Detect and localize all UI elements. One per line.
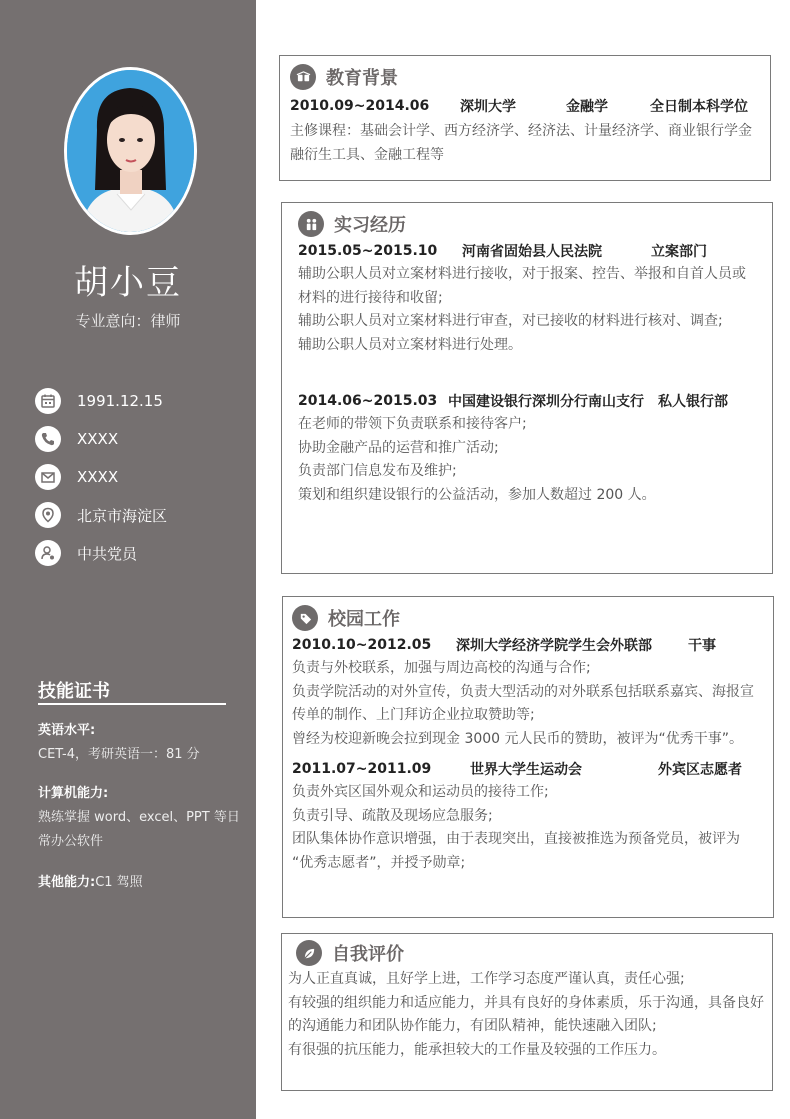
phone-number: XXXX	[77, 430, 119, 448]
campus-entry-head	[292, 757, 767, 781]
campus-header	[292, 603, 767, 633]
contact-email	[35, 458, 167, 496]
campus-duty: 负责与外校联系，加强与周边高校的沟通与合作;	[292, 660, 591, 676]
skill-english-value: CET-4，考研英语一：81 分	[38, 747, 200, 762]
internship-title: 实习经历	[334, 215, 406, 236]
sidebar	[0, 0, 256, 1119]
education-entry-head	[290, 94, 764, 118]
skill-other-label: 其他能力:	[38, 875, 96, 890]
campus-duty: 负责引导、疏散及现场应急服务;	[292, 807, 493, 824]
internship-duty: 负责部门信息发布及维护;	[298, 463, 457, 479]
campus-duty: 负责外宾区国外观众和运动员的接待工作;	[292, 784, 549, 800]
person-badge-icon	[35, 540, 61, 566]
skill-english-label: 英语水平:	[38, 723, 96, 738]
avatar	[64, 67, 197, 235]
candidate-name: 胡小豆	[74, 263, 182, 303]
internship-org: 河南省固始县人民法院	[462, 244, 602, 260]
internship-duty: 在老师的带领下负责联系和接待客户;	[298, 416, 527, 432]
skill-other-value: C1 驾照	[95, 875, 143, 890]
internship-duty: 辅助公职人员对立案材料进行接收，对于报案、控告、举报和自首人员或	[298, 266, 746, 282]
campus-duty: 曾经为校迎新晚会拉到现金 3000 元人民币的赞助，被评为“优秀干事”。	[292, 730, 744, 747]
campus-org: 世界大学生运动会	[470, 762, 582, 778]
skills-title: 技能证书	[38, 681, 110, 702]
email-address: XXXX	[77, 468, 119, 486]
self-eval-title: 自我评价	[332, 944, 404, 965]
education-title: 教育背景	[326, 68, 398, 89]
internship-period: 2015.05~2015.10	[298, 243, 438, 259]
skill-english	[38, 719, 248, 767]
education-section	[279, 55, 771, 181]
internship-role: 立案部门	[651, 244, 707, 260]
internship-entry-head	[298, 239, 766, 263]
skills-divider	[38, 703, 226, 705]
campus-title: 校园工作	[328, 609, 400, 630]
contact-phone	[35, 420, 167, 458]
internship-duty: 材料的进行接待和收留;	[298, 289, 443, 306]
campus-duty: 负责学院活动的对外宣传，负责大型活动的对外联系包括联系嘉宾、海报宣	[292, 683, 754, 700]
graduation-icon	[290, 64, 316, 90]
campus-period: 2011.07~2011.09	[292, 761, 432, 777]
people-icon	[298, 211, 324, 237]
job-intent-value: 律师	[150, 312, 181, 330]
contact-birth	[35, 382, 167, 420]
birth-date: 1991.12.15	[77, 392, 163, 410]
campus-role: 干事	[688, 638, 716, 654]
mail-icon	[35, 464, 61, 490]
internship-org: 中国建设银行深圳分行南山支行	[448, 394, 644, 410]
internship-duty: 策划和组织建设银行的公益活动，参加人数超过 200 人。	[298, 486, 656, 503]
campus-period: 2010.10~2012.05	[292, 637, 432, 653]
tag-icon	[292, 605, 318, 631]
profile-photo	[67, 70, 194, 232]
campus-org: 深圳大学经济学院学生会外联部	[456, 638, 652, 654]
campus-role: 外宾区志愿者	[658, 762, 742, 778]
internship-duty: 辅助公职人员对立案材料进行处理。	[298, 336, 522, 353]
education-period: 2010.09~2014.06	[290, 98, 430, 114]
contact-info	[35, 382, 167, 572]
leaf-icon	[296, 940, 322, 966]
campus-duty: 团队集体协作意识增强，由于表现突出，直接被推选为预备党员，被评为	[292, 831, 740, 847]
self-eval-line: 有很强的抗压能力，能承担较大的工作量及较强的工作压力。	[288, 1041, 666, 1058]
education-degree: 全日制本科学位	[650, 99, 748, 115]
campus-section	[282, 596, 774, 918]
skill-computer	[38, 782, 248, 854]
job-intent	[0, 310, 256, 331]
education-courses-line: 融衍生工具、金融工程等	[290, 146, 444, 163]
campus-entry-head	[292, 633, 767, 657]
skill-computer-label: 计算机能力:	[38, 786, 109, 801]
self-eval-line: 的沟通能力和团队协作能力，有团队精神，能快速融入团队;	[288, 1018, 657, 1034]
education-major: 金融学	[566, 99, 608, 115]
job-intent-label: 专业意向：	[75, 312, 151, 330]
address: 北京市海淀区	[77, 506, 168, 525]
self-eval-section	[281, 933, 773, 1091]
political-status: 中共党员	[77, 544, 138, 563]
self-eval-line: 有较强的组织能力和适应能力，并具有良好的身体素质，乐于沟通，具备良好	[288, 994, 764, 1011]
internship-entry-head	[298, 389, 766, 413]
internship-period: 2014.06~2015.03	[298, 393, 438, 409]
contact-politics	[35, 534, 167, 572]
skill-other	[38, 871, 248, 895]
internship-header	[298, 209, 766, 239]
skill-computer-value: 熟练掌握 word、excel、PPT 等日常办公软件	[38, 810, 240, 849]
self-eval-line: 为人正直真诚，且好学上进，工作学习态度严谨认真，责任心强;	[288, 971, 685, 987]
location-pin-icon	[35, 502, 61, 528]
campus-duty: “优秀志愿者”，并授予勋章;	[292, 854, 466, 871]
internship-role: 私人银行部	[658, 394, 728, 410]
education-school: 深圳大学	[460, 99, 516, 115]
self-eval-header	[288, 938, 766, 968]
contact-address	[35, 496, 167, 534]
education-courses-line: 主修课程：基础会计学、西方经济学、经济法、计量经济学、商业银行学金	[290, 123, 752, 139]
internship-duty: 辅助公职人员对立案材料进行审查，对已接收的材料进行核对、调查;	[298, 313, 723, 329]
calendar-icon	[35, 388, 61, 414]
internship-section	[281, 202, 773, 574]
campus-duty: 传单的制作、上门拜访企业拉取赞助等;	[292, 707, 535, 723]
internship-duty: 协助金融产品的运营和推广活动;	[298, 439, 499, 456]
phone-icon	[35, 426, 61, 452]
education-header	[290, 62, 764, 92]
